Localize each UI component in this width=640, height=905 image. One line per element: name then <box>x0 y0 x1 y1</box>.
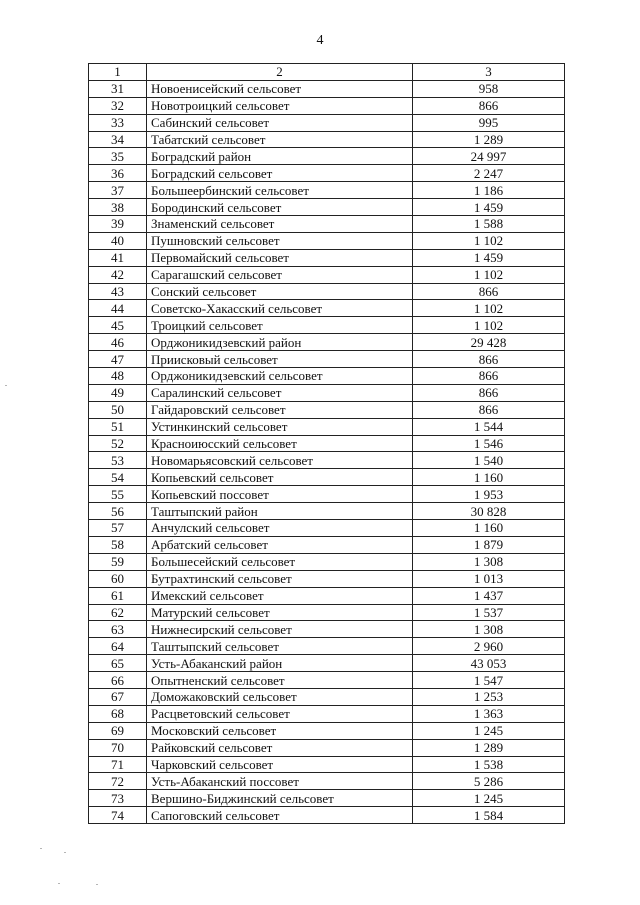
table-row <box>89 722 565 739</box>
row-name-cell: Копьевский поссовет <box>147 486 413 503</box>
row-value-cell: 1 245 <box>413 790 565 807</box>
row-number-cell: 54 <box>89 469 147 486</box>
row-name-cell: Первомайский сельсовет <box>147 249 413 266</box>
page-number: 4 <box>316 33 324 48</box>
table-row <box>89 182 565 199</box>
row-value-cell: 29 428 <box>413 334 565 351</box>
row-value-cell: 1 102 <box>413 300 565 317</box>
row-name-cell: Табатский сельсовет <box>147 131 413 148</box>
row-value-cell: 24 997 <box>413 148 565 165</box>
header-col-number: 1 <box>89 64 147 81</box>
row-name-cell: Усть-Абаканский район <box>147 655 413 672</box>
row-value-cell: 1 308 <box>413 553 565 570</box>
row-value-cell: 866 <box>413 368 565 385</box>
row-number-cell: 71 <box>89 756 147 773</box>
row-name-cell: Сабинский сельсовет <box>147 114 413 131</box>
row-name-cell: Приисковый сельсовет <box>147 351 413 368</box>
row-value-cell: 995 <box>413 114 565 131</box>
row-name-cell: Сонский сельсовет <box>147 283 413 300</box>
table-row <box>89 638 565 655</box>
row-name-cell: Саралинский сельсовет <box>147 384 413 401</box>
row-value-cell: 2 960 <box>413 638 565 655</box>
row-number-cell: 39 <box>89 216 147 233</box>
row-name-cell: Сапоговский сельсовет <box>147 807 413 824</box>
table-row <box>89 351 565 368</box>
row-value-cell: 1 102 <box>413 317 565 334</box>
row-number-cell: 61 <box>89 587 147 604</box>
row-number-cell: 64 <box>89 638 147 655</box>
row-value-cell: 5 286 <box>413 773 565 790</box>
table-row <box>89 97 565 114</box>
table-row <box>89 503 565 520</box>
table-row <box>89 773 565 790</box>
row-name-cell: Бородинский сельсовет <box>147 199 413 216</box>
row-number-cell: 49 <box>89 384 147 401</box>
row-value-cell: 958 <box>413 80 565 97</box>
scan-speck <box>96 884 98 885</box>
table-row <box>89 334 565 351</box>
table-row <box>89 536 565 553</box>
row-number-cell: 69 <box>89 722 147 739</box>
table-row <box>89 756 565 773</box>
data-table <box>88 63 565 824</box>
row-name-cell: Троицкий сельсовет <box>147 317 413 334</box>
table-row <box>89 435 565 452</box>
row-value-cell: 30 828 <box>413 503 565 520</box>
row-name-cell: Расцветовский сельсовет <box>147 705 413 722</box>
row-number-cell: 70 <box>89 739 147 756</box>
table-row <box>89 131 565 148</box>
row-number-cell: 45 <box>89 317 147 334</box>
row-value-cell: 1 245 <box>413 722 565 739</box>
row-number-cell: 53 <box>89 452 147 469</box>
row-name-cell: Бутрахтинский сельсовет <box>147 570 413 587</box>
row-name-cell: Пушновский сельсовет <box>147 232 413 249</box>
row-number-cell: 58 <box>89 536 147 553</box>
table-row <box>89 452 565 469</box>
row-name-cell: Опытненский сельсовет <box>147 672 413 689</box>
row-number-cell: 35 <box>89 148 147 165</box>
table-row <box>89 790 565 807</box>
row-number-cell: 67 <box>89 688 147 705</box>
header-col-name: 2 <box>147 64 413 81</box>
table-row <box>89 587 565 604</box>
row-number-cell: 48 <box>89 368 147 385</box>
scan-speck <box>64 852 66 853</box>
header-col-value: 3 <box>413 64 565 81</box>
row-name-cell: Нижнесирский сельсовет <box>147 621 413 638</box>
table-row <box>89 384 565 401</box>
row-name-cell: Московский сельсовет <box>147 722 413 739</box>
row-number-cell: 63 <box>89 621 147 638</box>
row-value-cell: 1 459 <box>413 199 565 216</box>
row-name-cell: Гайдаровский сельсовет <box>147 401 413 418</box>
row-value-cell: 1 459 <box>413 249 565 266</box>
table-body <box>89 80 565 823</box>
row-value-cell: 2 247 <box>413 165 565 182</box>
row-name-cell: Копьевский сельсовет <box>147 469 413 486</box>
row-number-cell: 65 <box>89 655 147 672</box>
row-name-cell: Красноиюсский сельсовет <box>147 435 413 452</box>
table-row <box>89 232 565 249</box>
table-row <box>89 418 565 435</box>
row-value-cell: 1 363 <box>413 705 565 722</box>
row-name-cell: Большесейский сельсовет <box>147 553 413 570</box>
row-value-cell: 866 <box>413 97 565 114</box>
row-value-cell: 866 <box>413 401 565 418</box>
table-row <box>89 570 565 587</box>
row-name-cell: Большеербинский сельсовет <box>147 182 413 199</box>
row-number-cell: 50 <box>89 401 147 418</box>
row-value-cell: 1 013 <box>413 570 565 587</box>
row-name-cell: Знаменский сельсовет <box>147 216 413 233</box>
row-number-cell: 33 <box>89 114 147 131</box>
header-row <box>89 64 565 81</box>
row-value-cell: 1 186 <box>413 182 565 199</box>
table-row <box>89 705 565 722</box>
row-value-cell: 1 160 <box>413 469 565 486</box>
row-value-cell: 1 537 <box>413 604 565 621</box>
row-number-cell: 43 <box>89 283 147 300</box>
row-name-cell: Райковский сельсовет <box>147 739 413 756</box>
row-number-cell: 59 <box>89 553 147 570</box>
row-number-cell: 37 <box>89 182 147 199</box>
table-row <box>89 739 565 756</box>
row-number-cell: 40 <box>89 232 147 249</box>
row-number-cell: 68 <box>89 705 147 722</box>
row-number-cell: 55 <box>89 486 147 503</box>
row-name-cell: Анчулский сельсовет <box>147 520 413 537</box>
row-number-cell: 36 <box>89 165 147 182</box>
row-name-cell: Арбатский сельсовет <box>147 536 413 553</box>
row-value-cell: 1 253 <box>413 688 565 705</box>
table-row <box>89 672 565 689</box>
row-value-cell: 1 588 <box>413 216 565 233</box>
row-number-cell: 66 <box>89 672 147 689</box>
row-value-cell: 1 584 <box>413 807 565 824</box>
row-value-cell: 1 160 <box>413 520 565 537</box>
row-name-cell: Имекский сельсовет <box>147 587 413 604</box>
table-row <box>89 469 565 486</box>
row-number-cell: 47 <box>89 351 147 368</box>
scan-speck <box>5 385 7 386</box>
row-number-cell: 62 <box>89 604 147 621</box>
row-name-cell: Новоенисейский сельсовет <box>147 80 413 97</box>
table-row <box>89 368 565 385</box>
row-value-cell: 43 053 <box>413 655 565 672</box>
table-row <box>89 621 565 638</box>
row-name-cell: Боградский сельсовет <box>147 165 413 182</box>
row-number-cell: 44 <box>89 300 147 317</box>
table-row <box>89 249 565 266</box>
table-row <box>89 486 565 503</box>
row-name-cell: Новомарьясовский сельсовет <box>147 452 413 469</box>
row-name-cell: Чарковский сельсовет <box>147 756 413 773</box>
table-row <box>89 216 565 233</box>
row-number-cell: 51 <box>89 418 147 435</box>
row-value-cell: 1 546 <box>413 435 565 452</box>
table-row <box>89 300 565 317</box>
row-name-cell: Таштыпский район <box>147 503 413 520</box>
row-number-cell: 42 <box>89 266 147 283</box>
scan-speck <box>40 848 42 849</box>
row-value-cell: 866 <box>413 384 565 401</box>
row-name-cell: Боградский район <box>147 148 413 165</box>
row-number-cell: 57 <box>89 520 147 537</box>
table-row <box>89 807 565 824</box>
row-value-cell: 1 102 <box>413 266 565 283</box>
table-row <box>89 317 565 334</box>
row-number-cell: 32 <box>89 97 147 114</box>
table-row <box>89 114 565 131</box>
table-row <box>89 148 565 165</box>
row-number-cell: 38 <box>89 199 147 216</box>
row-value-cell: 1 879 <box>413 536 565 553</box>
table-row <box>89 165 565 182</box>
row-value-cell: 1 437 <box>413 587 565 604</box>
row-name-cell: Орджоникидзевский сельсовет <box>147 368 413 385</box>
table-row <box>89 520 565 537</box>
row-value-cell: 1 289 <box>413 131 565 148</box>
row-number-cell: 41 <box>89 249 147 266</box>
row-value-cell: 1 547 <box>413 672 565 689</box>
table-row <box>89 199 565 216</box>
row-name-cell: Новотроицкий сельсовет <box>147 97 413 114</box>
row-value-cell: 1 308 <box>413 621 565 638</box>
table-row <box>89 80 565 97</box>
row-value-cell: 866 <box>413 283 565 300</box>
row-name-cell: Устинкинский сельсовет <box>147 418 413 435</box>
row-number-cell: 74 <box>89 807 147 824</box>
row-value-cell: 1 540 <box>413 452 565 469</box>
row-value-cell: 866 <box>413 351 565 368</box>
row-number-cell: 34 <box>89 131 147 148</box>
table-row <box>89 655 565 672</box>
row-name-cell: Доможаковский сельсовет <box>147 688 413 705</box>
row-number-cell: 52 <box>89 435 147 452</box>
table-row <box>89 604 565 621</box>
row-number-cell: 46 <box>89 334 147 351</box>
row-number-cell: 72 <box>89 773 147 790</box>
row-number-cell: 31 <box>89 80 147 97</box>
table-row <box>89 283 565 300</box>
row-name-cell: Сарагашский сельсовет <box>147 266 413 283</box>
table-row <box>89 266 565 283</box>
row-value-cell: 1 544 <box>413 418 565 435</box>
scan-speck <box>58 883 60 884</box>
table-row <box>89 688 565 705</box>
row-name-cell: Таштыпский сельсовет <box>147 638 413 655</box>
row-value-cell: 1 289 <box>413 739 565 756</box>
row-name-cell: Матурский сельсовет <box>147 604 413 621</box>
table-row <box>89 401 565 418</box>
row-number-cell: 56 <box>89 503 147 520</box>
row-value-cell: 1 538 <box>413 756 565 773</box>
table-row <box>89 553 565 570</box>
row-value-cell: 1 953 <box>413 486 565 503</box>
row-number-cell: 60 <box>89 570 147 587</box>
row-name-cell: Орджоникидзевский район <box>147 334 413 351</box>
row-name-cell: Советско-Хакасский сельсовет <box>147 300 413 317</box>
row-number-cell: 73 <box>89 790 147 807</box>
row-name-cell: Вершино-Биджинский сельсовет <box>147 790 413 807</box>
row-name-cell: Усть-Абаканский поссовет <box>147 773 413 790</box>
row-value-cell: 1 102 <box>413 232 565 249</box>
